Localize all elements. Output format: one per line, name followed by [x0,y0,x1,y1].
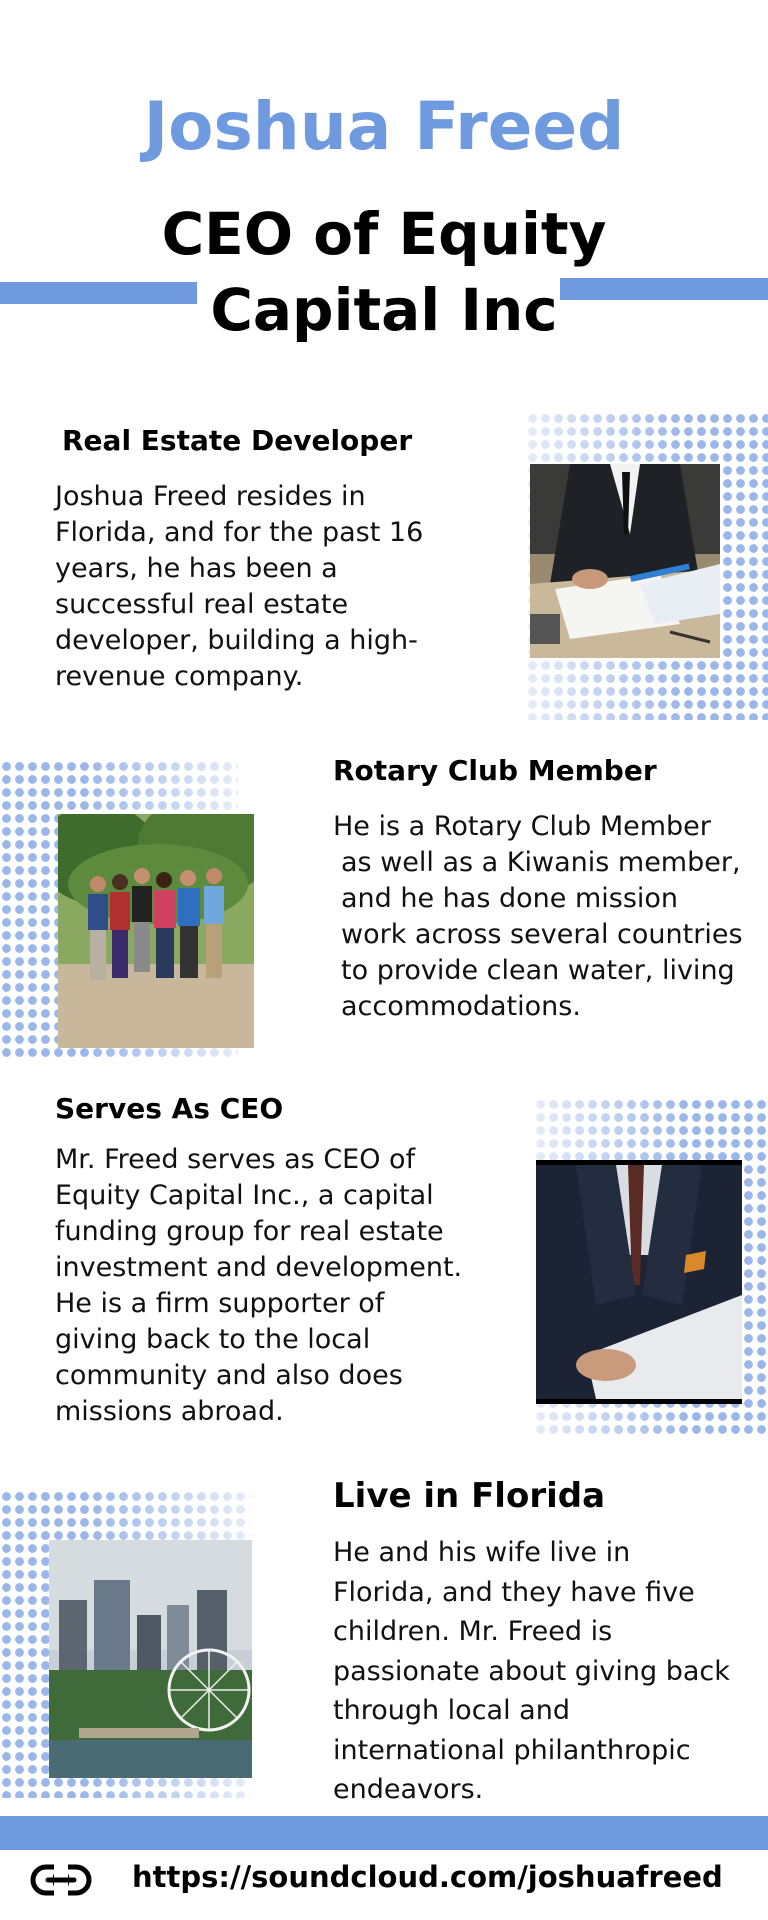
page-subtitle: CEO of Equity Capital Inc [161,200,607,344]
section-title: Rotary Club Member [333,754,657,787]
photo-business-signing [530,464,720,658]
soundcloud-link[interactable]: https://soundcloud.com/joshuafreed [132,1860,723,1894]
section-title: Serves As CEO [55,1092,284,1125]
section-title: Live in Florida [333,1476,606,1516]
photo-businessman-suit [536,1160,742,1404]
section-body: Joshua Freed resides in Florida, and for the past 16 years, he has been a successful real estate developer, building a high-revenue company. [55,481,424,692]
footer-bar [0,1816,768,1850]
photo-group-outdoors [58,814,254,1048]
link-icon [30,1862,92,1900]
section-body: Mr. Freed serves as CEO of Equity Capital Inc., a capital funding group for real estate investment and development. He is a firm supporter of giving back to the local community and also does missions abroad. [55,1144,463,1427]
page-title: Joshua Freed [143,88,625,165]
section-body: He is a Rotary Club Member as well as a Kiwanis member, and he has done mission work across several countries to provide clean water, living accommodations. [333,811,743,1022]
section-title: Real Estate Developer [62,424,413,457]
section-body: He and his wife live in Florida, and they have five children. Mr. Freed is passionate about giving back through local and international philanthropic endeavors. [333,1537,730,1805]
photo-miami-skyline [49,1540,252,1778]
